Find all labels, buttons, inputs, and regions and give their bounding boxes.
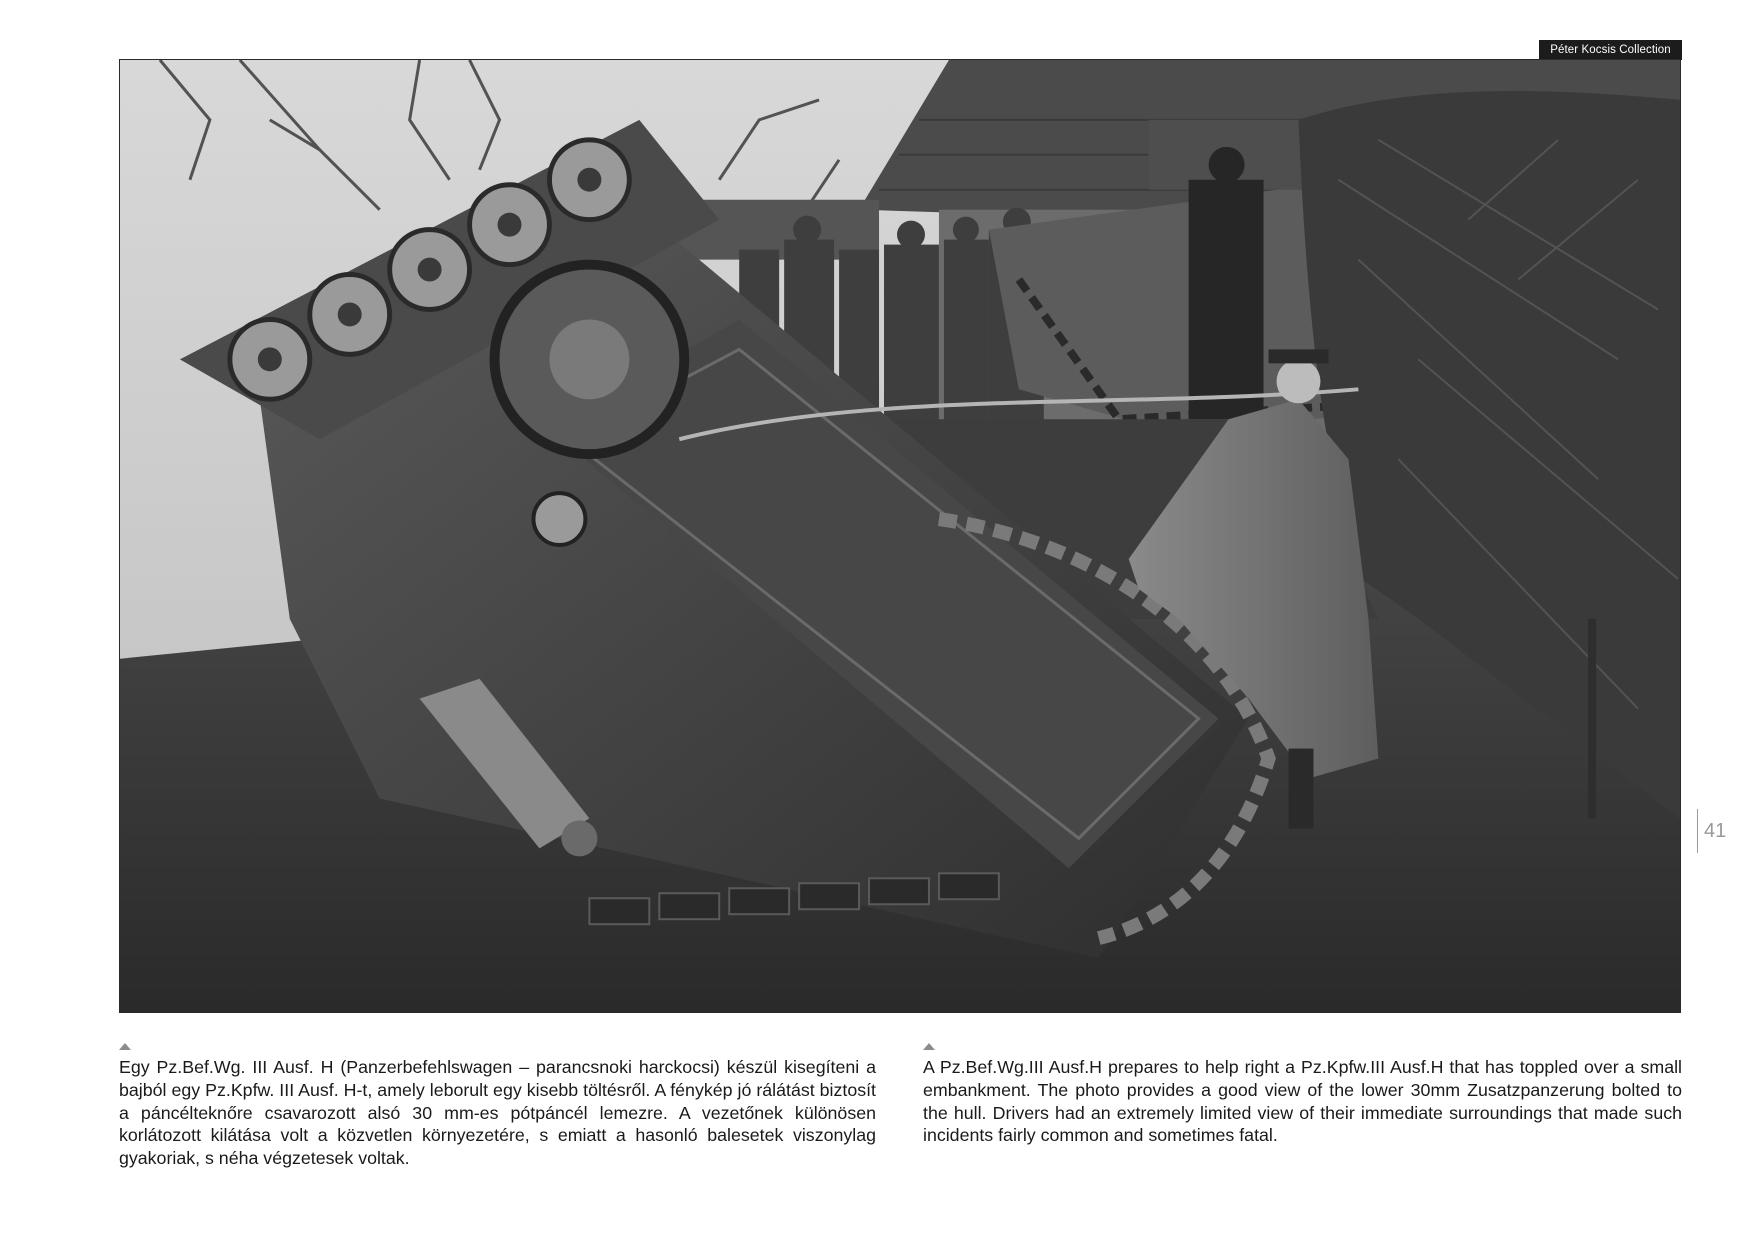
triangle-up-icon xyxy=(923,1043,935,1050)
page-number-divider xyxy=(1697,809,1698,853)
page-number: 41 xyxy=(1704,820,1727,842)
caption-english: A Pz.Bef.Wg.III Ausf.H prepares to help right a Pz.Kpfw.III Ausf.H that has toppled over a small embankment. The photo provides a good view of the lower 30mm Zusatzpanzerung bolted to the hull. Drivers had an extremely limited view of their immediate surroundings that made such incidents fairly common and sometimes fatal. xyxy=(923,1057,1682,1146)
photo-credit: Péter Kocsis Collection xyxy=(1539,40,1682,60)
caption-hungarian: Egy Pz.Bef.Wg. III Ausf. H (Panzerbefehlswagen – parancsnoki harckocsi) készül kisegíteni a bajból egy Pz.Kpfw. III Ausf. H-t, amely leborult egy kisebb töltésről. A fénykép jó rálátást biztosít a páncélteknőre csavarozott alsó 30 mm-es pótpáncél lemezre. A vezetőnek különösen korlátozott kilátása volt a közvetlen környezetére, s emiatt a hasonló balesetek viszonylag gyakoriak, s néha végzetesek voltak. xyxy=(119,1057,876,1169)
archival-photograph xyxy=(119,59,1681,1013)
triangle-up-icon xyxy=(119,1043,131,1050)
photo-illustration xyxy=(120,60,1680,1012)
